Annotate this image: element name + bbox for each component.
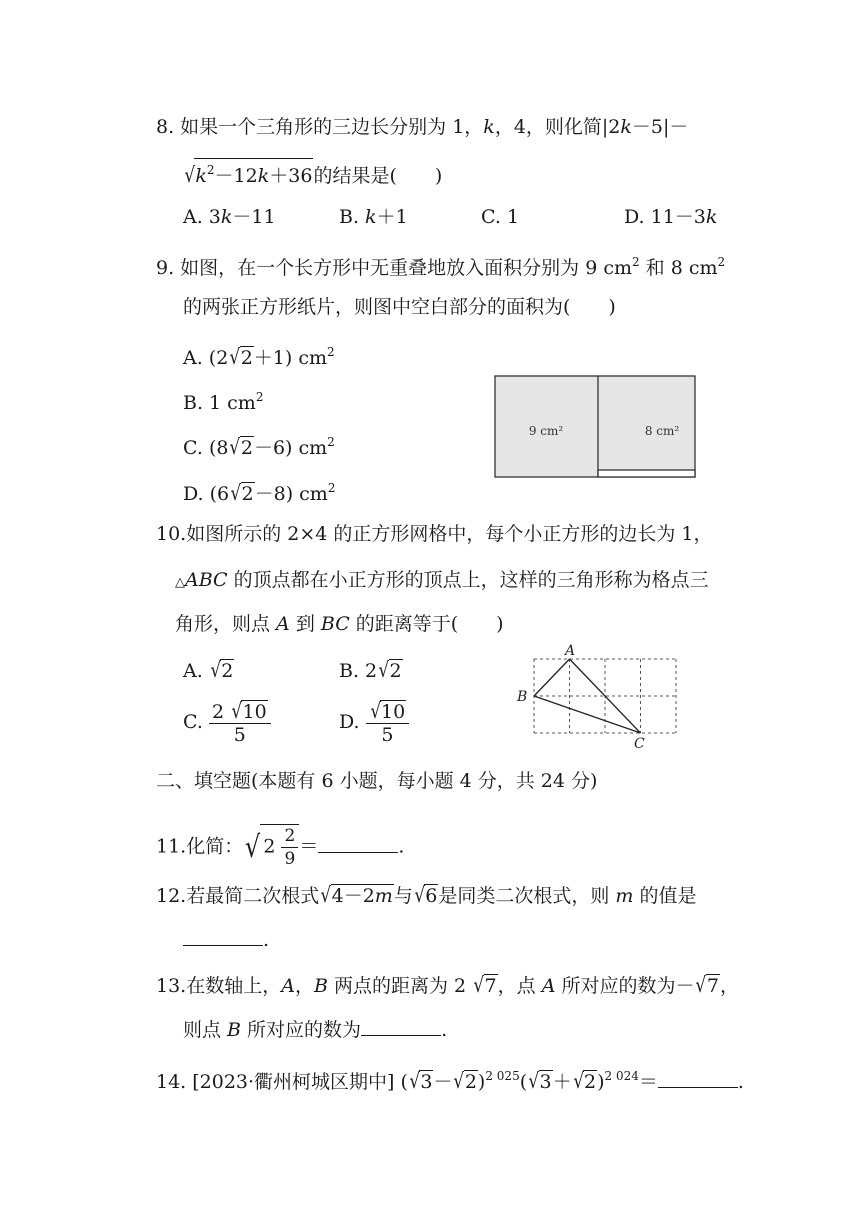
q10-stem-line1: 10.如图所示的 2×4 的正方形网格中，每个小正方形的边长为 1， [156, 523, 713, 545]
q9-option-a: A. (2√2＋1) $cm^2$ [183, 345, 335, 369]
q8-option-a: A. 3k－11 [183, 206, 276, 228]
q10-stem-line3: 角形，则点 A 到 BC 的距离等于( ) [175, 613, 504, 635]
q9-label-9: 9 cm² [528, 424, 564, 438]
q10-stem-line2: △ABC 的顶点都在小正方形的顶点上，这样的三角形称为格点三 [175, 569, 709, 591]
q8-stem-line1: 8. 如果一个三角形的三边长分别为 1，k，4，则化简|2k－5|－ [156, 116, 689, 138]
q12-stem-line1: 12.若最简二次根式√4－2m与√6是同类二次根式，则 m 的值是 [156, 883, 697, 907]
q9-figure [494, 375, 697, 479]
q10-label-b: B [517, 689, 528, 705]
q8-radicand: $k^2-12k+36$ [194, 158, 313, 187]
q13-stem-line2: 则点 B 所对应的数为 . [183, 1019, 448, 1041]
q11-stem: 11.化简：√ 2 $\frac{2}{9}$ ＝ . [156, 826, 405, 869]
q10-label-a: A [565, 643, 576, 659]
q10-option-c: C. $\frac{2 √10}{5}$ [183, 700, 271, 746]
q9-blank-strip [598, 470, 695, 477]
q14-stem: 14. [2023·衢州柯城区期中] $(√3-√2)^{2 025}(√3+√2)^{2 024}=$ . [156, 1069, 744, 1093]
section-2-heading: 二、填空题(本题有 6 小题，每小题 4 分，共 24 分) [156, 770, 598, 792]
q8-stem-line2: $√k^2-12k+36$的结果是( ) [183, 158, 442, 190]
q8-option-b: B. k＋1 [339, 206, 408, 228]
q9-option-d: D. (6√2－8) $cm^2$ [183, 481, 336, 505]
q8-option-c: C. 1 [481, 206, 520, 228]
q10-grid-figure [512, 640, 682, 752]
q10-label-c: C [634, 736, 645, 752]
q10-option-a: A. √2 [183, 658, 234, 682]
q10-option-b: B. 2√2 [339, 658, 402, 682]
q9-label-8: 8 cm² [644, 424, 680, 438]
q10-option-d: D. $\frac{√10}{5}$ [339, 700, 409, 746]
q9-option-b: B. 1 $cm^2$ [183, 390, 264, 414]
q9-stem-line1: 9. 如图，在一个长方形中无重叠地放入面积分别为 9 $cm^2$ 和 8 $cm^2$ [156, 255, 726, 279]
q8-line2-tail: 的结果是( ) [313, 165, 443, 187]
q9-stem-line2: 的两张正方形纸片，则图中空白部分的面积为( ) [183, 296, 616, 318]
q12-stem-line2: . [183, 926, 269, 954]
q9-option-c: C. (8√2－6) $cm^2$ [183, 435, 335, 459]
q13-stem-line1: 13.在数轴上，A，B 两点的距离为 2 √7，点 A 所对应的数为－√7， [156, 973, 739, 997]
q8-option-d: D. 11－3k [624, 206, 718, 228]
